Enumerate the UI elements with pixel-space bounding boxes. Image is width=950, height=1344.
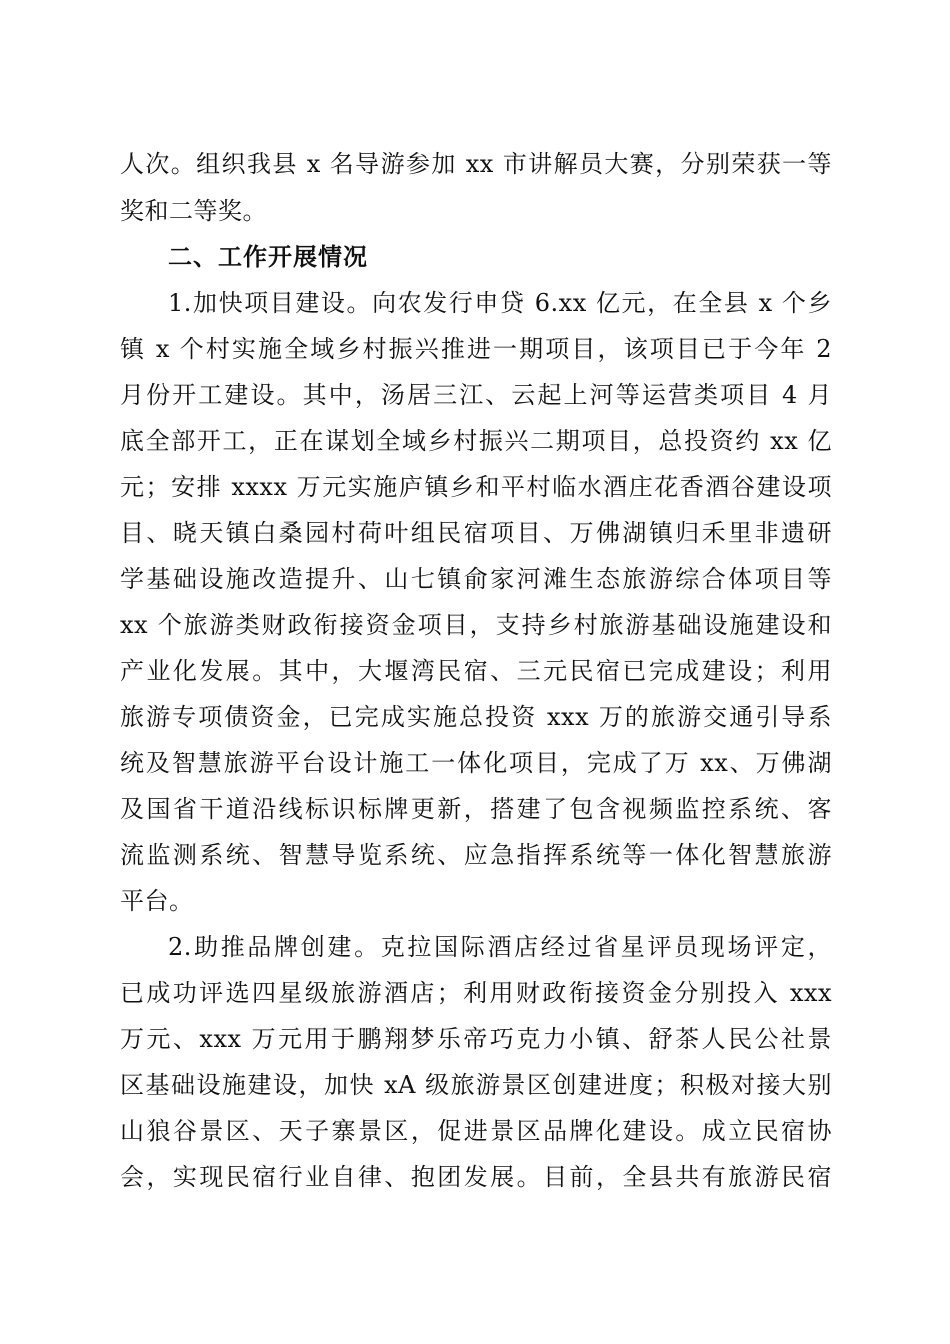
paragraph-1-line-3: 月份开工建设。其中，汤居三江、云起上河等运营类项目 4 月 (120, 381, 832, 409)
paragraph-1-line-2: 镇 x 个村实施全域乡村振兴推进一期项目，该项目已于今年 2 (120, 335, 832, 363)
paragraph-1-line-12: 及国省干道沿线标识标牌更新，搭建了包含视频监控系统、客 (120, 795, 832, 823)
paragraph-1-line-1: 1.加快项目建设。向农发行申贷 6.xx 亿元，在全县 x 个乡 (168, 289, 832, 317)
paragraph-1-line-7: 学基础设施改造提升、山七镇俞家河滩生态旅游综合体项目等 (120, 565, 832, 593)
paragraph-2-line-5: 山狼谷景区、天子寨景区，促进景区品牌化建设。成立民宿协 (120, 1117, 832, 1145)
section-heading: 二、工作开展情况 (168, 243, 368, 271)
paragraph-1-line-9: 产业化发展。其中，大堰湾民宿、三元民宿已完成建设；利用 (120, 657, 832, 685)
paragraph-1-line-14: 平台。 (120, 887, 194, 915)
paragraph-1-line-4: 底全部开工，正在谋划全域乡村振兴二期项目，总投资约 xx 亿 (120, 427, 832, 455)
paragraph-2-line-2: 已成功评选四星级旅游酒店；利用财政衔接资金分别投入 xxx (120, 979, 832, 1007)
paragraph-2-line-6: 会，实现民宿行业自律、抱团发展。目前，全县共有旅游民宿 (120, 1163, 832, 1191)
paragraph-1-line-13: 流监测系统、智慧导览系统、应急指挥系统等一体化智慧旅游 (120, 841, 832, 869)
intro-line-1: 人次。组织我县 x 名导游参加 xx 市讲解员大赛，分别荣获一等 (120, 150, 832, 178)
paragraph-1-line-6: 目、晓天镇白桑园村荷叶组民宿项目、万佛湖镇归禾里非遗研 (120, 519, 832, 547)
paragraph-1-line-8: xx 个旅游类财政衔接资金项目，支持乡村旅游基础设施建设和 (120, 611, 832, 639)
paragraph-1-line-11: 统及智慧旅游平台设计施工一体化项目，完成了万 xx、万佛湖 (120, 749, 832, 777)
paragraph-1-line-10: 旅游专项债资金，已完成实施总投资 xxx 万的旅游交通引导系 (120, 703, 832, 731)
paragraph-2-line-3: 万元、xxx 万元用于鹏翔梦乐帝巧克力小镇、舒茶人民公社景 (120, 1025, 832, 1053)
paragraph-2-line-4: 区基础设施建设，加快 xA 级旅游景区创建进度；积极对接大别 (120, 1071, 832, 1099)
intro-line-2: 奖和二等奖。 (120, 197, 267, 225)
paragraph-2-line-1: 2.助推品牌创建。克拉国际酒店经过省星评员现场评定， (168, 933, 832, 961)
paragraph-1-line-5: 元；安排 xxxx 万元实施庐镇乡和平村临水酒庄花香酒谷建设项 (120, 473, 832, 501)
